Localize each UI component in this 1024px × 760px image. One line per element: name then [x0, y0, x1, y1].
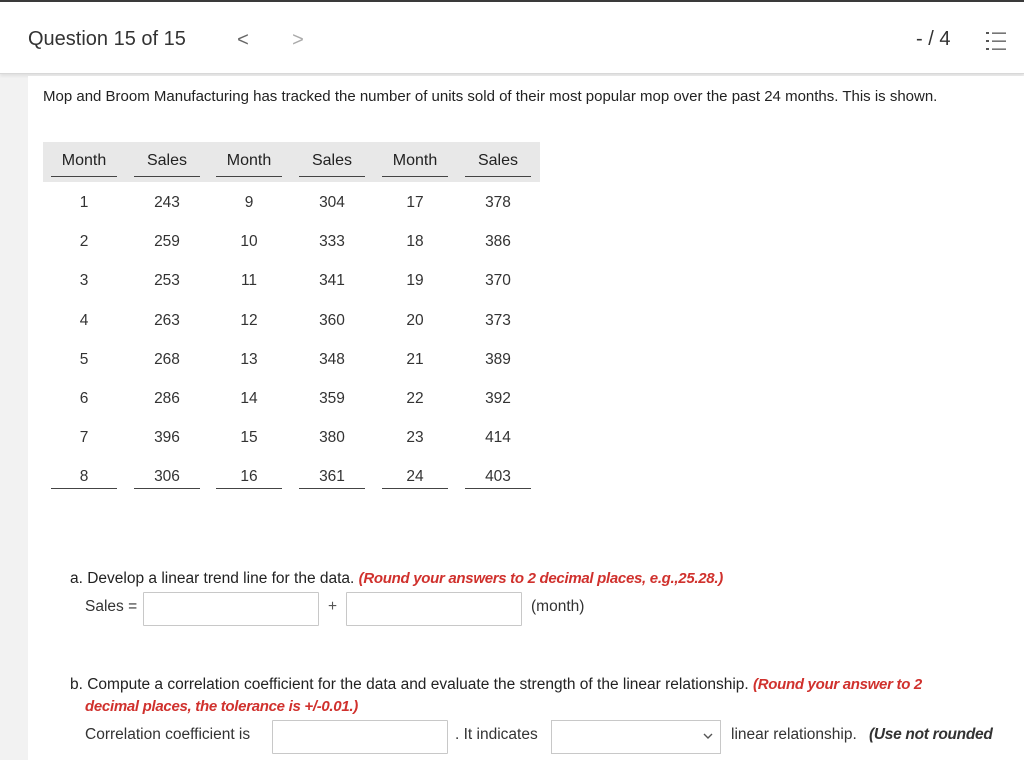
table-cell: 259: [154, 233, 180, 250]
correlation-label: Correlation coefficient is: [85, 726, 251, 743]
table-cell: 389: [485, 351, 511, 368]
table-cell: 18: [406, 233, 424, 250]
strength-select[interactable]: [551, 720, 721, 754]
part-b-prompt: [70, 674, 1000, 696]
indicates-label: . It indicates: [455, 726, 538, 743]
table-cell: 14: [240, 390, 258, 407]
table-cell: 13: [240, 351, 258, 368]
table-header-sales-3: Sales: [465, 152, 531, 177]
table-cell: 359: [319, 390, 345, 407]
table-cell: 360: [319, 312, 345, 329]
previous-question-button[interactable]: <: [237, 29, 249, 51]
table-cell: 380: [319, 429, 345, 446]
table-cell: 16: [216, 468, 282, 489]
part-b-label: b. Compute a correlation coefficient for the data and evaluate the strength of the linear relationship.: [70, 676, 749, 693]
table-cell: 378: [485, 194, 511, 211]
part-b-hint-line1: (Round your answer to 2: [753, 676, 922, 693]
table-cell: 22: [406, 390, 424, 407]
question-title: Question 15 of 15: [28, 28, 186, 50]
trend-equation-row: [85, 592, 785, 626]
table-cell: 17: [406, 194, 424, 211]
plus-sign: +: [328, 598, 338, 615]
table-cell: 253: [154, 272, 180, 289]
part-b-hint2: (Use not rounded: [869, 726, 993, 743]
table-cell: 1: [79, 194, 89, 211]
table-cell: 386: [485, 233, 511, 250]
table-cell: 333: [319, 233, 345, 250]
part-b: [70, 674, 1000, 743]
table-header-row: [43, 142, 540, 182]
table-cell: 392: [485, 390, 511, 407]
table-cell: 396: [154, 429, 180, 446]
correlation-row: [85, 720, 1000, 754]
question-score: - / 4: [916, 28, 951, 50]
part-a-hint: (Round your answers to 2 decimal places, e.g.,25.28.): [358, 570, 723, 587]
part-b-hint-row: [70, 696, 1000, 718]
part-a-label: a. Develop a linear trend line for the data.: [70, 570, 355, 587]
table-header-month-3: Month: [382, 152, 448, 177]
table-cell: 20: [406, 312, 424, 329]
question-header: [0, 2, 1024, 74]
table-cell: 23: [406, 429, 424, 446]
table-header-month-2: Month: [216, 152, 282, 177]
table-cell: 373: [485, 312, 511, 329]
table-cell: 6: [79, 390, 89, 407]
table-cell: 2: [79, 233, 89, 250]
table-cell: 9: [244, 194, 254, 211]
table-cell: 370: [485, 272, 511, 289]
table-cell: 5: [79, 351, 89, 368]
table-cell: 403: [465, 468, 531, 489]
table-cell: 348: [319, 351, 345, 368]
table-cell: 21: [406, 351, 424, 368]
table-cell: 268: [154, 351, 180, 368]
table-cell: 304: [319, 194, 345, 211]
table-header-sales-1: Sales: [134, 152, 200, 177]
table-cell: 341: [319, 272, 345, 289]
table-cell: 24: [382, 468, 448, 489]
question-list-icon[interactable]: [985, 30, 1007, 52]
table-header-month-1: Month: [51, 152, 117, 177]
table-cell: 286: [154, 390, 180, 407]
next-question-button[interactable]: >: [292, 29, 304, 51]
question-intro: Mop and Broom Manufacturing has tracked the number of units sold of their most popular mop over the past 24 months. This is shown.: [43, 88, 938, 105]
slope-input[interactable]: [346, 592, 522, 626]
table-cell: 19: [406, 272, 424, 289]
month-label: (month): [531, 598, 585, 615]
part-a: [70, 568, 970, 615]
table-header-sales-2: Sales: [299, 152, 365, 177]
table-cell: 7: [79, 429, 89, 446]
table-cell: 263: [154, 312, 180, 329]
question-content: [28, 76, 1024, 760]
correlation-input[interactable]: [272, 720, 448, 754]
table-cell: 243: [154, 194, 180, 211]
sales-equals-label: Sales =: [85, 598, 138, 615]
table-cell: 306: [134, 468, 200, 489]
table-cell: 15: [240, 429, 258, 446]
table-cell: 8: [51, 468, 117, 489]
relationship-label: linear relationship.: [731, 726, 857, 743]
part-a-prompt: [70, 568, 970, 590]
part-b-hint-line2: decimal places, the tolerance is +/-0.01.): [85, 698, 358, 715]
table-cell: 414: [485, 429, 511, 446]
table-cell: 12: [240, 312, 258, 329]
intercept-input[interactable]: [143, 592, 319, 626]
chevron-down-icon: [702, 730, 714, 742]
table-cell: 10: [240, 233, 258, 250]
table-cell: 361: [299, 468, 365, 489]
table-cell: 3: [79, 272, 89, 289]
table-cell: 11: [240, 272, 258, 289]
table-cell: 4: [79, 312, 89, 329]
